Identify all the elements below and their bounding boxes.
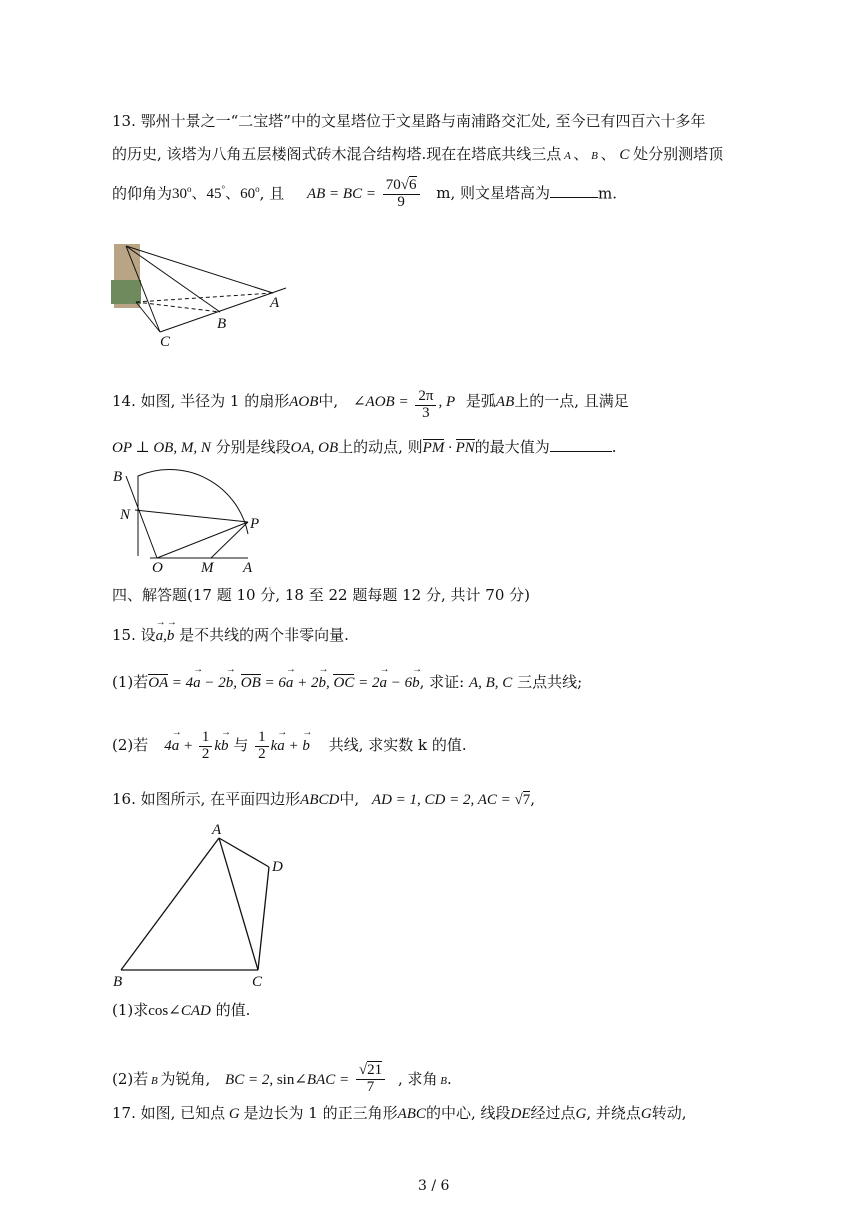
label-p: P — [250, 516, 260, 532]
q14-text-mid3: 上的动点, 则 — [338, 438, 423, 456]
q15-p1-mid: , 求证: — [419, 673, 465, 691]
q14-text-post: 是弧 — [465, 392, 496, 410]
q15-text-post: 是不共线的两个非零向量. — [179, 626, 349, 644]
q15-p2-pre: (2)若 — [112, 736, 149, 754]
q15-text-pre: 15. 设 — [112, 626, 156, 644]
label-o: O — [152, 560, 163, 576]
half-fraction: $\frac{1}{2}$ — [199, 730, 213, 763]
q17-text-d: , 并绕点 — [586, 1104, 641, 1122]
label-a: A — [243, 560, 253, 576]
q16-p1-pre: (1)求 — [112, 1001, 149, 1019]
label-m: M — [201, 560, 214, 576]
q15-part2: (2)若 4→ a + $\frac{1}{2}$ k→ b 与 $\frac{1}{2}$ k→ a + → b 共线, 求实数 k 的值. — [112, 712, 467, 762]
label-n: N — [120, 507, 131, 523]
page-number: 3 / 6 — [418, 1178, 450, 1194]
q14-fraction: $\frac{2\pi}{3}$ — [415, 389, 436, 422]
q15-p2-post: 共线, 求实数 k 的值. — [328, 736, 467, 754]
q15-p2-mid: 与 — [233, 736, 249, 754]
q14-line1: 14. 如图, 半径为 1 的扇形AOB中, ∠AOB = $\frac{2\pi}{3}$ , P 是弧AB上的一点, 且满足 — [112, 364, 629, 422]
q13-line2: 的历史, 该塔为八角五层楼阁式砖木混合结构塔.现在在塔底共线三点 A 、 B 、 C 处分别测塔顶 — [112, 145, 724, 163]
q15-p1-post: 三点共线; — [517, 673, 583, 691]
label-b: B — [113, 974, 123, 990]
label-a: A — [270, 295, 280, 311]
label-c: C — [252, 974, 263, 990]
q17-text-e: 转动, — [651, 1104, 687, 1122]
q13-fraction: $\frac{70√6}{9}$ — [383, 178, 420, 211]
q13-text-mid: , 且 — [259, 184, 285, 203]
q14-text-mid: 中, — [318, 392, 339, 410]
q17-text-a: 是边长为 1 的正三角形 — [243, 1104, 398, 1122]
q13-text-pre: 的仰角为 — [112, 184, 173, 203]
q14-text-pre: 14. 如图, 半径为 1 的扇形 — [112, 392, 290, 410]
q13-line3: 的仰角为30$^o$、45°、60$^o$, 且 AB = BC = $\frac{70√6}{9}$ m, 则文星塔高为 m. — [112, 177, 618, 210]
label-c: C — [160, 334, 171, 350]
label-b: B — [217, 316, 227, 332]
q13-text: 的历史, 该塔为八角五层楼阁式砖木混合结构塔.现在在塔底共线三点 — [112, 145, 562, 163]
q13-text-post: m, 则文星塔高为 — [436, 184, 551, 203]
section-heading: 四、解答题(17 题 10 分, 18 至 22 题每题 12 分, 共计 70 分) — [112, 586, 530, 604]
q16-fraction: $\frac{√21}{7}$ — [356, 1063, 385, 1096]
q15-line1: 15. 设→ a,→ b 是不共线的两个非零向量. — [112, 624, 349, 645]
q16-p2-mid: 为锐角, — [160, 1070, 211, 1088]
q17-text-c: 经过点 — [530, 1104, 576, 1122]
q16-p2-post: , 求角 — [397, 1070, 438, 1088]
q13-unit: m. — [598, 184, 618, 203]
q16-p1-post: 的值. — [215, 1001, 251, 1019]
q16-part2: (2)若 B 为锐角, BC = 2, sin∠BAC = $\frac{√21}{7}$ , 求角 B. — [112, 1040, 452, 1096]
q14-text-end2: 的最大值为 — [474, 438, 550, 456]
q13-figure — [108, 240, 288, 350]
q17-text-pre: 17. 如图, 已知点 — [112, 1104, 226, 1122]
q16-part1: (1)求cos∠CAD 的值. — [112, 1001, 251, 1019]
q16-text-mid: 中, — [339, 790, 360, 808]
q16-p2-pre: (2)若 — [112, 1070, 149, 1088]
q14-line2: OP ⊥ OB, M, N 分别是线段OA, OB上的动点, 则PM · PN的最大值为 . — [112, 438, 617, 456]
q13-angles: 30$^o$、45°、60$^o$ — [172, 184, 260, 203]
q15-p1-pre: (1)若 — [112, 673, 149, 691]
label-b: B — [113, 469, 123, 485]
q16-line1: 16. 如图所示, 在平面四边形ABCD中, AD = 1, CD = 2, AC = √7, — [112, 790, 536, 808]
q14-text-mid2: 分别是线段 — [215, 438, 291, 456]
q15-part1: (1)若OA = 4→ a − 2→ b, OB = 6→ a + 2→ b, OC = 2→ a − 6→ b, 求证: A, B, C 三点共线; — [112, 671, 582, 692]
answer-blank[interactable] — [550, 451, 612, 452]
label-a: A — [212, 822, 222, 838]
q17-line1: 17. 如图, 已知点 G 是边长为 1 的正三角形ABC的中心, 线段DE经过点G, 并绕点G转动, — [112, 1104, 687, 1122]
label-d: D — [272, 859, 283, 875]
q16-figure — [108, 818, 308, 993]
half-fraction: $\frac{1}{2}$ — [255, 730, 269, 763]
q14-text-end: 上的一点, 且满足 — [514, 392, 629, 410]
q14-figure — [108, 462, 268, 577]
q17-text-b: 的中心, 线段 — [425, 1104, 511, 1122]
q13-text-tail: 处分别测塔顶 — [633, 145, 724, 163]
answer-blank[interactable] — [550, 197, 598, 198]
q16-text-pre: 16. 如图所示, 在平面四边形 — [112, 790, 301, 808]
q13-line1: 13. 鄂州十景之一“二宝塔”中的文星塔位于文星路与南浦路交汇处, 至今已有四百六十多年 — [112, 112, 706, 130]
